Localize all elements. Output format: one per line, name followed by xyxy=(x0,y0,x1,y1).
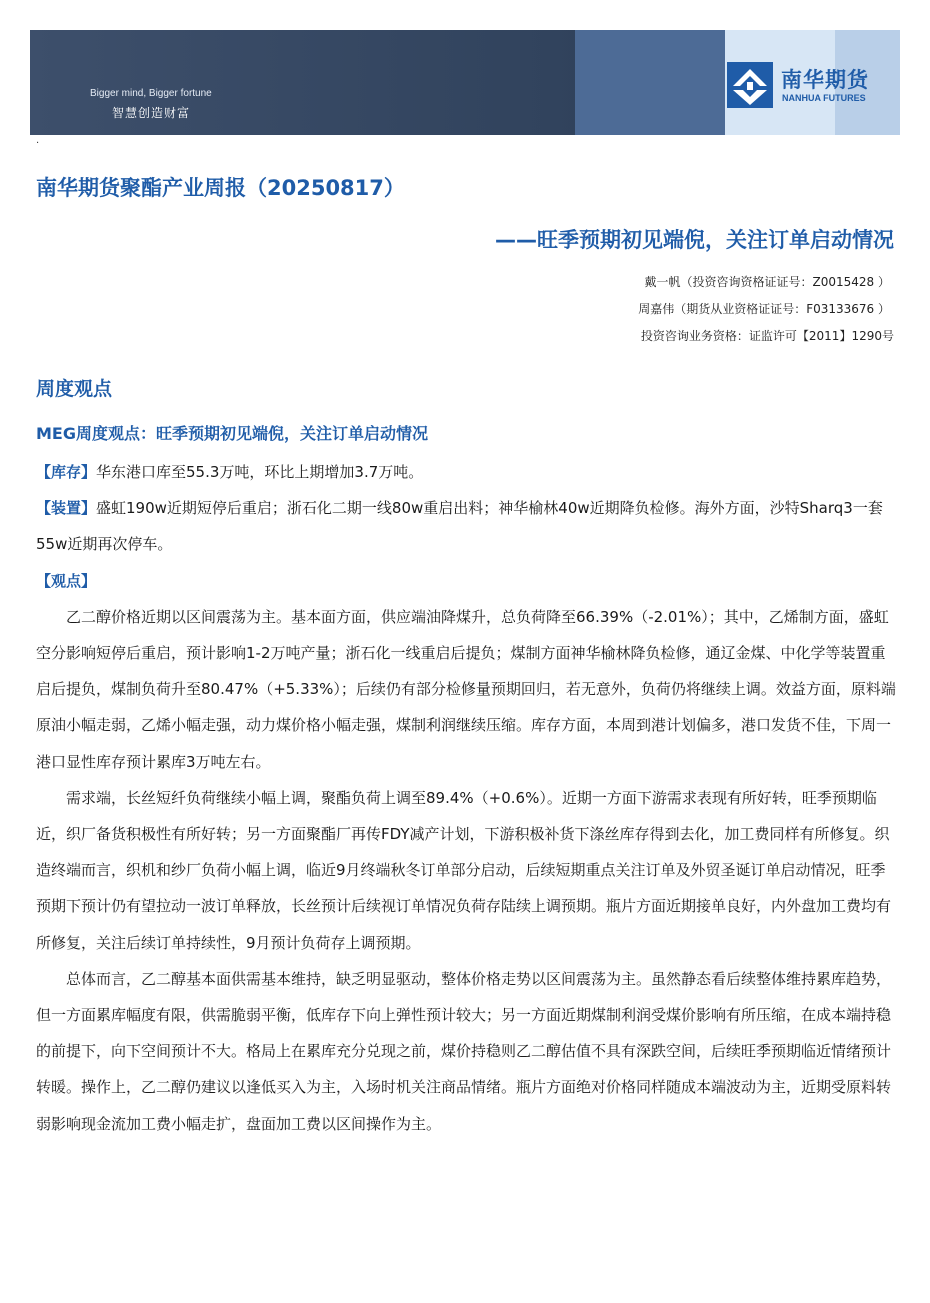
banner-stripe xyxy=(575,30,725,135)
view-paragraph-supply: 乙二醇价格近期以区间震荡为主。基本面方面，供应端油降煤升，总负荷降至66.39%（-2.01%）；其中，乙烯制方面，盛虹空分影响短停后重启，预计影响1-2万吨产量；浙石化一线重启后提负；煤制方面神华榆林降负检修，通辽金煤、中化学等装置重启后提负，煤制负荷升至80.47%（+5.33%）；后续仍有部分检修量预期回归，若无意外，负荷仍将继续上调。效益方面，原料端原油小幅走弱，乙烯小幅走强，动力煤价格小幅走强，煤制利润继续压缩。库存方面，本周到港计划偏多，港口发货不佳，下周一港口显性库存预计累库3万吨左右。 xyxy=(36,607,896,771)
section-title: 周度观点 xyxy=(36,378,113,400)
slogan-cn: 智慧创造财富 xyxy=(112,106,191,120)
inventory-tag: 【库存】 xyxy=(36,463,97,481)
author-line: 周嘉伟（期货从业资格证证号：F03133676 ） xyxy=(638,302,890,316)
page-marker: · xyxy=(36,138,40,149)
report-subtitle: ——旺季预期初见端倪，关注订单启动情况 xyxy=(495,228,894,252)
report-title: 南华期货聚酯产业周报（20250817） xyxy=(36,176,405,200)
nanhua-logo-icon xyxy=(727,62,773,108)
view-tag: 【观点】 xyxy=(36,571,97,590)
inventory-text: 华东港口库至55.3万吨，环比上期增加3.7万吨。 xyxy=(96,463,424,481)
logo-text-cn: 南华期货 xyxy=(781,68,869,92)
slogan-en: Bigger mind, Bigger fortune xyxy=(90,88,212,99)
header-banner xyxy=(30,30,900,135)
view-paragraph xyxy=(36,563,896,599)
license-line: 投资咨询业务资格：证监许可【2011】1290号 xyxy=(640,329,894,343)
meg-heading: MEG周度观点：旺季预期初见端倪，关注订单启动情况 xyxy=(36,424,428,443)
view-paragraph-summary: 总体而言，乙二醇基本面供需基本维持，缺乏明显驱动，整体价格走势以区间震荡为主。虽然静态看后续整体维持累库趋势，但一方面累库幅度有限，供需脆弱平衡，低库存下向上弹性预计较大；另一方面近期煤制利润受煤价影响有所压缩，在成本端持稳的前提下，向下空间预计不大。格局上在累库充分兑现之前，煤价持稳则乙二醇估值不具有深跌空间，后续旺季预期临近情绪预计转暖。操作上，乙二醇仍建议以逢低买入为主，入场时机关注商品情绪。瓶片方面绝对价格同样随成本端波动为主，近期受原料转弱影响现金流加工费小幅走扩，盘面加工费以区间操作为主。 xyxy=(36,969,892,1133)
report-body xyxy=(36,454,896,1142)
inventory-paragraph xyxy=(36,454,896,490)
view-paragraph-demand: 需求端，长丝短纤负荷继续小幅上调，聚酯负荷上调至89.4%（+0.6%）。近期一方面下游需求表现有所好转，旺季预期临近，织厂备货积极性有所好转；另一方面聚酯厂再传FDY减产计划，下游积极补货下涤丝库存得到去化，加工费同样有所修复。织造终端而言，织机和纱厂负荷小幅上调，临近9月终端秋冬订单部分启动，后续短期重点关注订单及外贸圣诞订单启动情况，旺季预期下预计仍有望拉动一波订单释放，长丝预计后续视订单情况负荷存陆续上调预期。瓶片方面近期接单良好，内外盘加工费均有所修复，关注后续订单持续性，9月预计负荷存上调预期。 xyxy=(36,788,892,952)
author-line: 戴一帆（投资咨询资格证证号：Z0015428 ） xyxy=(644,275,890,289)
device-text: 盛虹190w近期短停后重启；浙石化二期一线80w重启出料；神华榆林40w近期降负检修。海外方面，沙特Sharq3一套55w近期再次停车。 xyxy=(36,499,883,554)
device-paragraph xyxy=(36,490,896,562)
device-tag: 【装置】 xyxy=(36,499,97,518)
logo-text-en: NANHUA FUTURES xyxy=(782,93,866,103)
company-logo xyxy=(727,62,897,108)
